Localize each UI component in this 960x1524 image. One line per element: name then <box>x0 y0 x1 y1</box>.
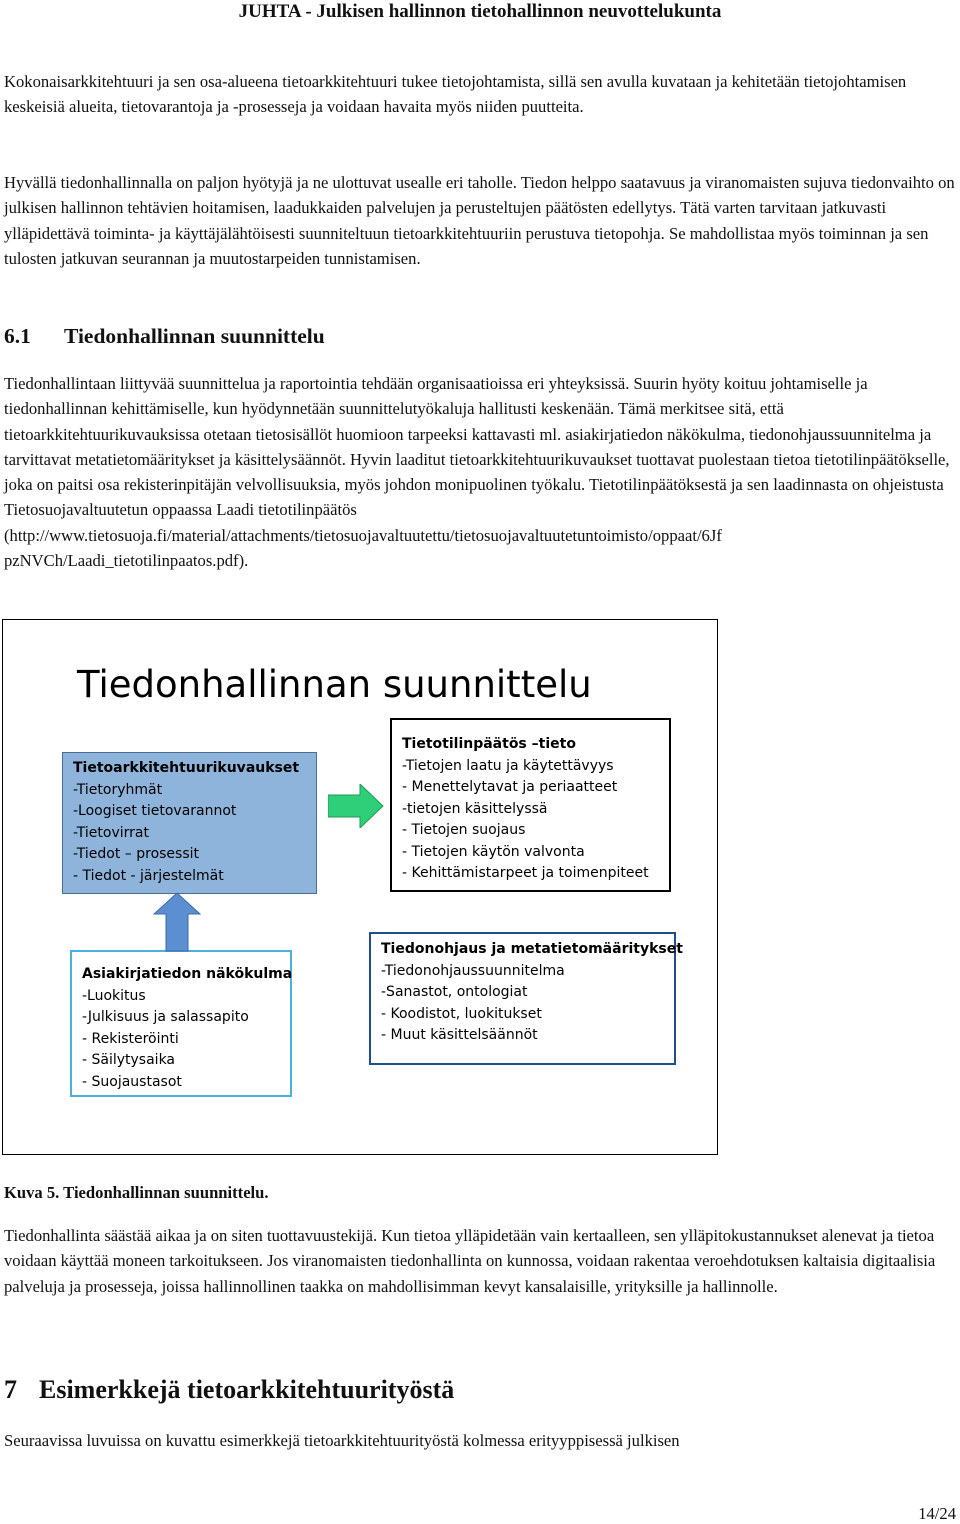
figure-title: Tiedonhallinnan suunnittelu <box>77 663 592 706</box>
list-item: -tietojen käsittelyssä <box>402 800 548 817</box>
section-title: Tiedonhallinnan suunnittelu <box>64 324 325 348</box>
list-item: -Tiedonohjaussuunnitelma <box>381 962 565 979</box>
list-item: - Tiedot - järjestelmät <box>73 867 224 884</box>
box-tietotilinpaatos <box>390 718 671 892</box>
figure-caption: Kuva 5. Tiedonhallinnan suunnittelu. <box>4 1183 269 1202</box>
arrow-right-icon <box>328 784 384 828</box>
list-item: -Julkisuus ja salassapito <box>82 1009 249 1025</box>
section-heading-6-1 <box>4 322 325 350</box>
list-item: -Luokitus <box>82 987 146 1004</box>
box-asiakirjatiedon-nakokulma <box>70 950 292 1097</box>
box-tietoarkkitehtuurikuvaukset <box>62 752 317 894</box>
box-title: Tietoarkkitehtuurikuvaukset <box>73 760 300 776</box>
section-number: 6.1 <box>4 324 31 348</box>
list-item: -Sanastot, ontologiat <box>381 984 528 1000</box>
section-heading-7 <box>4 1374 454 1406</box>
section-number: 7 <box>4 1375 17 1404</box>
list-item: - Tietojen suojaus <box>402 822 526 838</box>
list-item: -Tietoryhmät <box>73 781 163 798</box>
paragraph-intro: Kokonaisarkkitehtuuri ja sen osa-alueena tietoarkkitehtuuri tukee tietojohtamista, sillä sen avulla kuvataan ja kehitetään tietojohtamisen keskeisiä alueita, tietovarantoja ja -prosesseja ja voidaan havaita myös niiden puutteita. <box>4 72 907 117</box>
list-item: -Tietojen laatu ja käytettävyys <box>402 757 614 774</box>
list-item: - Tietojen käytön valvonta <box>402 843 585 860</box>
list-item: - Muut käsittelsäännöt <box>381 1027 538 1043</box>
box-title: Asiakirjatiedon näkökulma <box>82 966 293 982</box>
paragraph-examples: Seuraavissa luvuissa on kuvattu esimerkkejä tietoarkkitehtuurityöstä kolmessa erityyppisessä julkisen <box>4 1431 680 1450</box>
box-tiedonohjaus <box>369 932 683 1065</box>
arrow-up-icon <box>153 892 201 952</box>
paragraph-planning: Tiedonhallintaan liittyvää suunnittelua ja raportointia tehdään organisaatioissa eri yhteyksissä. Suurin hyöty koituu johtamiselle ja tiedonhallinnan kehittämiselle, kun hyödynnetään suunnittelutyökaluja hallitusti keskenään. Tämä merkitsee sitä, että tietoarkkitehtuurikuvauksissa otetaan tietosisällöt huomioon tarpeeksi kattavasti ml. asiakirjatiedon näkökulma, tiedonohjaussuunnitelma ja tarvittavat metatietomääritykset ja käsittelysäännöt. Hyvin laaditut tietoarkkitehtuurikuvaukset tuottavat puolestaan tietoa tietotilinpäätökselle, joka on paitsi osa rekisterinpitäjän velvollisuuksia, myös johdon monipuolinen työkalu. Tietotilinpäätöksestä ja sen laadinnasta on ohjeistusta Tietosuojavaltuutetun oppaassa Laadi tietotilinpäätös (http://www.tietosuoja.fi/material/attachments/tietosuojavaltuutettu/tietosuojavaltuutetuntoimisto/oppaat/6Jf pzNVCh/Laadi_tietotilinpaatos.pdf). <box>4 374 950 571</box>
list-item: - Koodistot, luokitukset <box>381 1005 542 1022</box>
list-item: - Suojaustasot <box>82 1073 182 1090</box>
list-item: -Tietovirrat <box>73 824 149 841</box>
running-header: JUHTA - Julkisen hallinnon tietohallinnon neuvottelukunta <box>238 1 722 22</box>
paragraph-productivity: Tiedonhallinta säästää aikaa ja on siten tuottavuustekijä. Kun tietoa ylläpidetään vain kertaalleen, sen ylläpitokustannukset alenevat ja tietoa voidaan käyttää moneen tarkoitukseen. Jos viranomaisten tiedonhallinta on kunnossa, voidaan rakentaa veroehdotuksen kaltaisia digitaalisia palveluja ja prosesseja, joissa hallinnollinen taakka on mahdollisimman kevyt kansalaisille, yrityksille ja hallinnolle. <box>4 1226 936 1296</box>
list-item: -Loogiset tietovarannot <box>73 803 237 819</box>
paragraph-benefits: Hyvällä tiedonhallinnalla on paljon hyötyjä ja ne ulottuvat usealle eri taholle. Tiedon helppo saatavuus ja viranomaisten sujuva tiedonvaihto on julkisen hallinnon tehtävien hoitamisen, laadukkaiden palvelujen ja perusteltujen päätösten edellytys. Tätä varten tarvitaan jatkuvasti ylläpidettävä toiminta- ja käyttäjälähtöisesti suunniteltuun tietoarkkitehtuuriin perustuva tietopohja. Se mahdollistaa myös toiminnan ja sen tulosten jatkuvan seurannan ja muutostarpeiden tunnistamisen. <box>4 173 955 268</box>
box-title: Tiedonohjaus ja metatietomääritykset <box>381 941 683 957</box>
box-title: Tietotilinpäätös –tieto <box>402 736 576 752</box>
list-item: - Säilytysaika <box>82 1052 176 1068</box>
list-item: - Rekisteröinti <box>82 1030 179 1047</box>
figure-tiedonhallinnan-suunnittelu <box>2 619 718 1155</box>
page-number: 14/24 <box>918 1504 956 1523</box>
list-item: - Menettelytavat ja periaatteet <box>402 779 618 795</box>
list-item: - Kehittämistarpeet ja toimenpiteet <box>402 865 649 881</box>
list-item: -Tiedot – prosessit <box>73 846 200 862</box>
section-title: Esimerkkejä tietoarkkitehtuurityöstä <box>39 1375 455 1404</box>
